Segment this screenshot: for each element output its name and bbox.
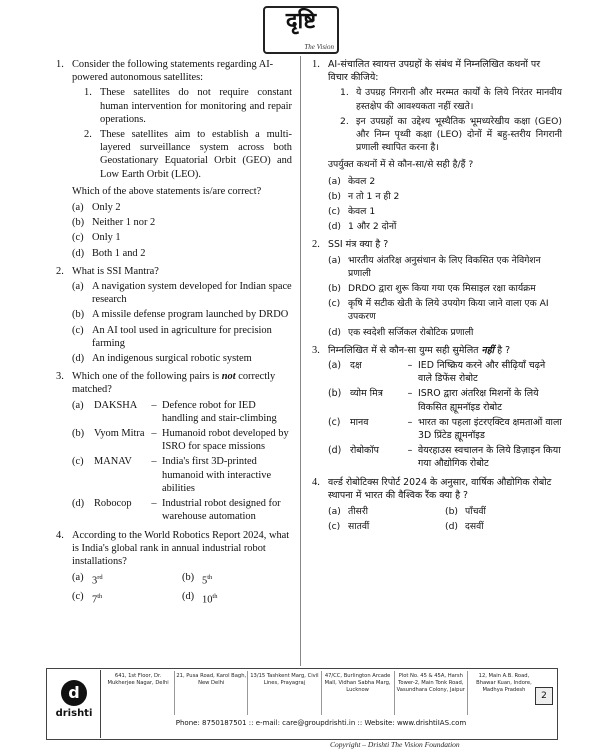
pair-a: (a) DAKSHA – Defence robot for IED handling and stair-climbing	[72, 399, 277, 424]
pair-c: (c) MANAV – India's first 3D-printed humanoid with interactive abilities	[72, 456, 272, 494]
footer-addresses	[102, 671, 540, 715]
question-text: Which one of the following pairs is not correctly matched?	[72, 371, 276, 396]
option-d: (d) एक स्वदेशी सर्जिकल रोबोटिक प्रणाली	[328, 326, 474, 338]
statement: 1. ये उपग्रह निगरानी और मरम्मत कार्यों के लिये निरंतर मानवीय हस्तक्षेप की आवश्यकता नहीं रखते।	[340, 87, 562, 112]
option-grid	[328, 504, 562, 534]
logo-subtitle: The Vision	[304, 43, 334, 51]
option-c: (c) 7th	[72, 590, 103, 606]
copyright-text: Copyright – Drishti The Vision Foundation	[330, 740, 460, 749]
option-a: (a) Only 2	[72, 202, 121, 214]
question-1-hi	[312, 58, 562, 233]
pair-c: (c) मानव – भारत का पहला इंटरएक्टिव क्षमताओं वाला 3D प्रिंटेड ह्यूमनॉइड	[328, 416, 562, 442]
drishti-logo-icon: d	[61, 680, 87, 706]
option-b: (b) DRDO द्वारा शुरू किया गया एक मिसाइल रक्षा कार्यक्रम	[328, 283, 536, 295]
question-number: 4.	[312, 476, 320, 488]
option-c: (c) Only 1	[72, 232, 121, 244]
option-a: (a) केवल 2	[328, 175, 376, 187]
english-column	[56, 58, 292, 612]
option-a: (a) A navigation system developed for Indian space research	[72, 281, 292, 306]
address: 21, Pusa Road, Karol Bagh, New Delhi	[175, 671, 248, 715]
logo-title: दृष्टि	[285, 9, 317, 34]
footer	[46, 668, 558, 740]
footer-contact: Phone: 8750187501 :: e-mail: care@groupdrishti.in :: Website: www.drishtiIAS.com	[175, 719, 467, 727]
statement: 2. These satellites aim to establish a multi-layered surveillance system across both Geostationary Equatorial Orbit (GEO) and Low Earth Orbit (LEO).	[84, 129, 292, 180]
pair-d: (d) रोबोकॉप – वेयरहाउस स्वचालन के लिये डिज़ाइन किया गया औद्योगिक रोबोट	[328, 445, 561, 470]
option-c: (c) कृषि में सटीक खेती के लिये उपयोग किया जाने वाला एक AI उपकरण	[328, 298, 549, 323]
option-b: (b) Neither 1 nor 2	[72, 217, 156, 229]
page-number: 2	[535, 687, 553, 705]
question-2-hi	[312, 238, 562, 338]
question-number: 4.	[56, 529, 64, 541]
address: 641, 1st Floor, Dr. Mukherjee Nagar, Delhi	[102, 671, 175, 715]
question-text: Consider the following statements regarding AI-powered autonomous satellites:	[72, 59, 274, 84]
address: 12, Main A.B. Road, Bhawar Kuan, Indore, Madhya Pradesh	[476, 673, 532, 693]
footer-logo	[48, 670, 101, 738]
option-a: (a) 3rd	[72, 572, 103, 587]
question-text: According to the World Robotics Report 2024, what is India's global rank in annual industrial robot installations?	[72, 529, 290, 567]
question-text: निम्नलिखित में से कौन-सा युग्म सही सुमेलित नहीं है ?	[328, 344, 511, 356]
question-4-en	[56, 529, 292, 608]
question-number: 2.	[312, 239, 320, 251]
question-2-en	[56, 265, 292, 365]
option-d: (d) Both 1 and 2	[72, 247, 146, 259]
question-text: SSI मंत्र क्या है ?	[328, 239, 389, 251]
option-d: (d) दसवीं	[445, 521, 484, 533]
question-text: वर्ल्ड रोबोटिक्स रिपोर्ट 2024 के अनुसार, वार्षिक औद्योगिक रोबोट स्थापना में भारत की वैश्विक रैंक क्या है ?	[328, 476, 552, 501]
question-3-hi	[312, 344, 562, 471]
pair-b: (b) Vyom Mitra – Humanoid robot developed by ISRO for space missions	[72, 428, 289, 453]
question-ask: उपर्युक्त कथनों में से कौन-सा/से सही है/हैं ?	[328, 159, 474, 171]
question-number: 1.	[56, 59, 64, 70]
footer-brand-name: drishti	[55, 708, 93, 719]
question-number: 2.	[56, 265, 64, 277]
question-number: 1.	[312, 59, 320, 70]
question-text: AI-संचालित स्वायत्त उपग्रहों के संबंध में निम्नलिखित कथनों पर विचार कीजिये:	[328, 59, 541, 84]
option-d: (d) 10th	[182, 590, 218, 606]
address: 47/CC, Burlington Arcade Mall, Vidhan Sabha Marg, Lucknow	[322, 671, 395, 715]
option-a: (a) भारतीय अंतरिक्ष अनुसंधान के लिए विकसित एक नेविगेशन प्रणाली	[328, 254, 541, 279]
question-number: 3.	[312, 344, 320, 356]
hindi-column	[312, 58, 562, 540]
address: Plot No. 45 & 45A, Harsh Tower-2, Main Tonk Road, Vasundhara Colony, Jaipur	[395, 671, 468, 715]
question-4-hi	[312, 476, 562, 535]
option-grid	[72, 570, 292, 607]
option-b: (b) न तो 1 न ही 2	[328, 190, 400, 202]
column-divider	[300, 56, 301, 666]
option-c: (c) An AI tool used in agriculture for precision farming	[72, 324, 272, 349]
address: 13/15 Tashkent Marg, Civil Lines, Prayagraj	[248, 671, 321, 715]
option-c: (c) केवल 1	[328, 206, 376, 218]
question-ask: Which of the above statements is/are correct?	[72, 185, 262, 197]
option-c: (c) सातवीं	[328, 521, 370, 533]
pair-b: (b) व्योम मित्र – ISRO द्वारा अंतरिक्ष मिशनों के लिये विकसित ह्यूमनॉइड रोबोट	[328, 388, 539, 413]
header-logo	[263, 6, 339, 54]
option-d: (d) An indigenous surgical robotic system	[72, 353, 252, 365]
statement: 1. These satellites do not require constant human intervention for monitoring and repair operations.	[84, 87, 292, 125]
question-text: What is SSI Mantra?	[72, 265, 159, 277]
question-3-en	[56, 370, 292, 523]
option-b: (b) 5th	[182, 572, 213, 587]
question-number: 3.	[56, 371, 64, 383]
option-b: (b) A missile defense program launched by DRDO	[72, 309, 289, 321]
option-a: (a) तीसरी	[328, 506, 368, 518]
option-d: (d) 1 और 2 दोनों	[328, 221, 397, 233]
question-1-en	[56, 58, 292, 260]
option-b: (b) पाँचवीं	[445, 506, 486, 518]
pair-d: (d) Robocop – Industrial robot designed for warehouse automation	[72, 498, 281, 523]
pair-a: (a) दक्ष – IED निष्क्रिय करने और सीढ़ियाँ चढ़ने वाले डिफेंस रोबोट	[328, 360, 546, 385]
statement: 2. इन उपग्रहों का उद्देश्य भूस्थैतिक भूमध्यरेखीय कक्षा (GEO) और निम्न पृथ्वी कक्षा (LEO) दोनों में बहु-स्तरीय निगरानी प्रणाली स्थापित करना है।	[340, 115, 562, 154]
